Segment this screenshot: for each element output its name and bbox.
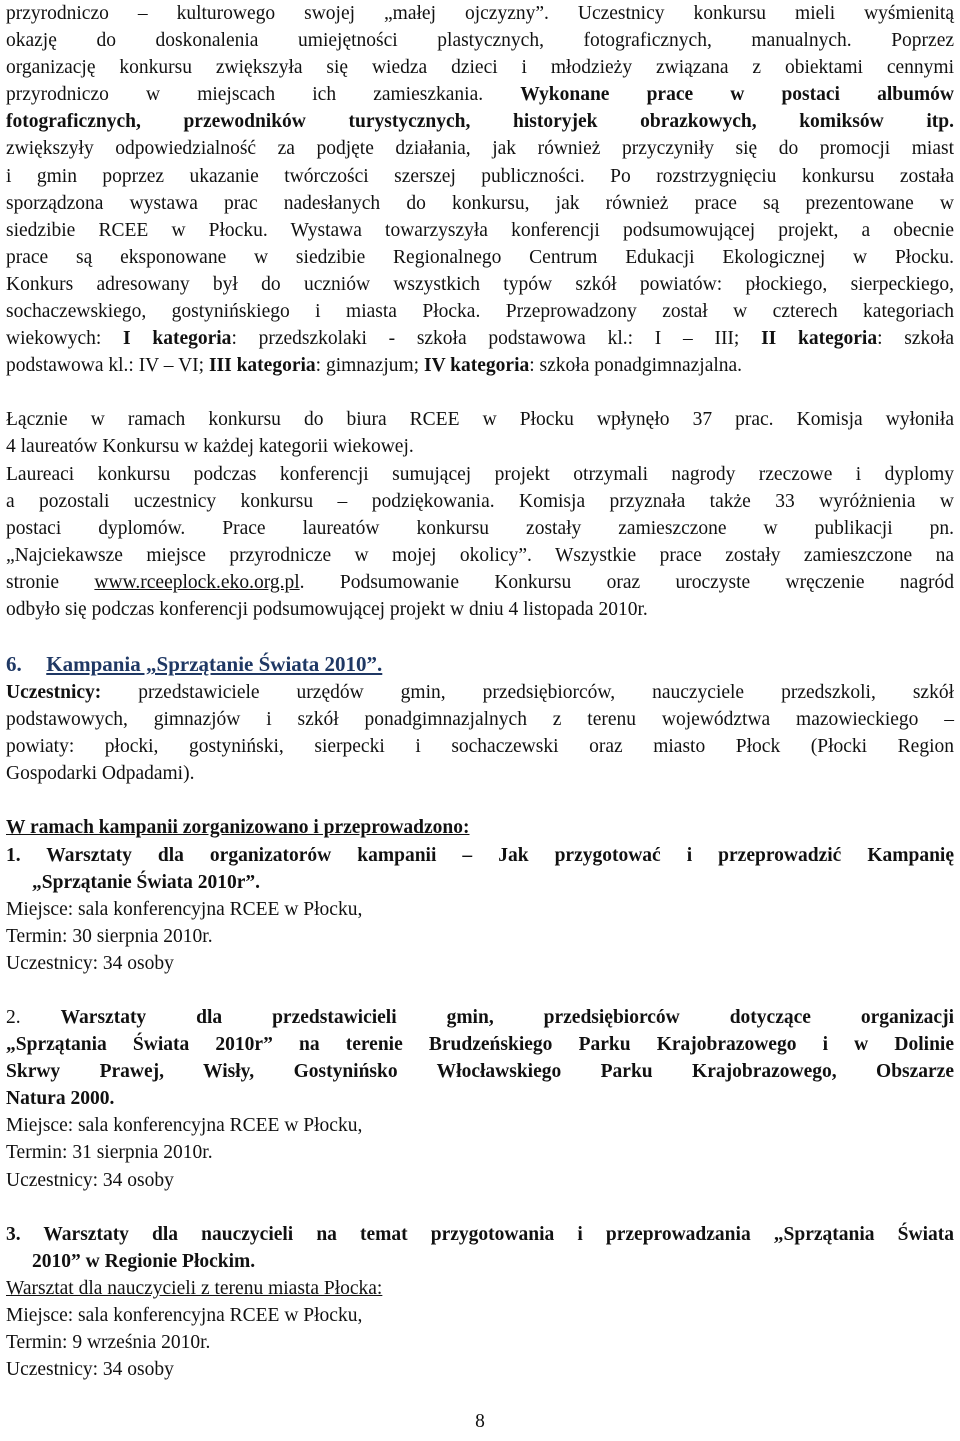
text-line: 4 laureatów Konkursu w każdej kategorii wiekowej. [6, 436, 414, 458]
text-line: podstawowych, gimnazjów i szkół ponadgimnazjalnych z terenu województwa mazowieckiego – [6, 709, 954, 731]
text-run: Przeprowadzony został w czterech kategoriach [505, 301, 954, 323]
text-line [6, 1058, 954, 1085]
text-line: „Najciekawsze miejsce przyrodnicze w mojej okolicy”. Wszystkie prace zostały zamieszczone na [6, 544, 954, 566]
text-line [6, 1275, 954, 1302]
text-line: odbyło się podczas konferencji podsumowującej projekt w dniu 4 listopada 2010r. [6, 598, 648, 620]
text-line [6, 325, 954, 352]
text-line: zwiększyły odpowiedzialność za podjęte działania, jak również przyczyniły się do promocji miast [6, 138, 954, 160]
text-run: : gimnazjum; [315, 355, 420, 377]
category-label: I kategoria [123, 328, 232, 350]
text-run: podstawowa kl.: IV – VI; [6, 355, 205, 377]
text-line [6, 163, 954, 190]
text-line [6, 108, 954, 135]
text-line [6, 679, 954, 706]
spacer [6, 623, 954, 650]
paragraph-competition [6, 0, 954, 379]
text-run: . Podsumowanie Konkursu oraz uroczyste wręczenie nagród [299, 571, 954, 593]
website-link[interactable]: www.rceeplock.eko.org.pl [94, 571, 300, 593]
text-run: : szkoła ponadgimnazjalna. [529, 355, 743, 377]
item-number: 2. [6, 1007, 21, 1028]
workshop-item-2 [6, 1004, 954, 1194]
category-label: IV kategoria [423, 355, 530, 377]
section-number: 6. [6, 652, 22, 677]
section-title: Kampania „Sprzątanie Świata 2010”. [46, 652, 383, 677]
workshop-title: 2010” w Regionie Płockim. [32, 1250, 256, 1272]
paragraph-results [6, 406, 954, 623]
text-line: sporządzona wystawa prac nadesłanych do konkursu, jak również prace są prezentowane w [6, 192, 954, 214]
text-run: siedzibie RCEE w Płocku. [6, 219, 268, 241]
category-label: III kategoria [208, 355, 316, 377]
text-line: Konkurs adresowany był do uczniów wszystkich typów szkół powiatów: płockiego, sierpeckiego, [6, 273, 954, 295]
workshop-date: Termin: 31 sierpnia 2010r. [6, 1142, 213, 1164]
workshop-title: Natura 2000. [6, 1088, 115, 1110]
text-run: : szkoła [877, 328, 955, 350]
text-line [6, 298, 954, 325]
text-line: powiaty: płocki, gostyniński, sierpecki i sochaczewski oraz miasto Płock (Płocki Region [6, 736, 954, 758]
text-line: okazję do doskonalenia umiejętności plastycznych, fotograficznych, manualnych. Poprzez [6, 30, 954, 52]
workshop-date: Termin: 30 sierpnia 2010r. [6, 925, 213, 947]
subheading [6, 814, 954, 841]
participants-label: Uczestnicy: [6, 682, 102, 704]
spacer [6, 1194, 954, 1221]
text-line [6, 569, 954, 596]
workshop-subtitle: Warsztat dla nauczycieli z terenu miasta Płocka: [6, 1277, 383, 1299]
spacer [6, 379, 954, 406]
text-run: stronie [6, 571, 60, 593]
paragraph-participants [6, 679, 954, 787]
text-line: Gospodarki Odpadami). [6, 763, 195, 785]
text-line [6, 842, 954, 869]
text-line [6, 1221, 954, 1248]
text-line: postaci dyplomów. Prace laureatów konkursu zostały zamieszczone w publikacji pn. [6, 517, 954, 539]
page-number: 8 [475, 1411, 485, 1432]
bold-text-run: Wykonane prace w postaci albumów [520, 84, 954, 106]
workshop-place: Miejsce: sala konferencyjna RCEE w Płocku, [6, 1115, 363, 1137]
text-line [6, 1031, 954, 1058]
workshop-participants: Uczestnicy: 34 osoby [6, 1169, 174, 1191]
text-line: organizację konkursu zwiększyła się wiedza dzieci i młodzieży związana z obiektami cennymi [6, 57, 954, 79]
text-line [6, 352, 954, 379]
bold-text-run: fotograficznych, przewodników turystycznych, historyjek obrazkowych, komiksów itp. [6, 111, 954, 133]
subheading-text: W ramach kampanii zorganizowano i przeprowadzono: [6, 817, 470, 839]
text-run: przyrodniczo w miejscach ich zamieszkania. [6, 84, 484, 106]
workshop-participants: Uczestnicy: 34 osoby [6, 1359, 174, 1381]
text-line [6, 217, 954, 244]
text-line [6, 869, 954, 896]
text-run: : przedszkolaki - szkoła podstawowa kl.: I – III; [231, 328, 740, 350]
workshop-item-1 [6, 842, 954, 977]
workshop-title: 3. Warsztaty dla nauczycieli na temat przygotowania i przeprowadzania „Sprzątania Świata [6, 1223, 954, 1245]
workshop-title: 1. Warsztaty dla organizatorów kampanii – Jak przygotować i przeprowadzić Kampanię [6, 844, 954, 866]
text-run: wiekowych: [6, 328, 102, 350]
workshop-title: „Sprzątanie Świata 2010r”. [32, 871, 261, 893]
text-run: Po rozstrzygnięciu konkursu została [610, 165, 954, 187]
text-run: przedstawiciele urzędów gmin, przedsiębiorców, nauczyciele przedszkoli, szkół [101, 682, 954, 704]
text-line: przyrodniczo – kulturowego swojej „małej ojczyzny”. Uczestnicy konkursu mieli wyśmienitą [6, 3, 954, 24]
text-line: Łącznie w ramach konkursu do biura RCEE w Płocku wpłynęło 37 prac. Komisja wyłoniła [6, 409, 954, 431]
spacer [6, 977, 954, 1004]
workshop-participants: Uczestnicy: 34 osoby [6, 952, 174, 974]
workshop-title: Skrwy Prawej, Wisły, Gostynińsko Włocławskiego Parku Krajobrazowego, Obszarze [6, 1061, 954, 1083]
text-run: Wystawa towarzyszyła konferencji podsumowującej projekt, a obecnie [290, 219, 954, 241]
text-line [6, 1248, 954, 1275]
text-line: Laureaci konkursu podczas konferencji sumującej projekt otrzymali nagrody rzeczowe i dyplomy [6, 463, 954, 485]
section-heading [6, 650, 954, 679]
workshop-item-3 [6, 1221, 954, 1384]
workshop-place: Miejsce: sala konferencyjna RCEE w Płocku, [6, 1304, 363, 1326]
text-line: a pozostali uczestnicy konkursu – podziękowania. Komisja przyznała także 33 wyróżnienia w [6, 490, 954, 512]
text-run: i gmin poprzez ukazanie twórczości szerszej publiczności. [6, 165, 585, 187]
text-run: sochaczewskiego, gostynińskiego i miasta Płocka. [6, 301, 481, 323]
text-line [6, 1004, 954, 1031]
workshop-title: „Sprzątania Świata 2010r” na terenie Brudzeńskiego Parku Krajobrazowego i w Dolinie [6, 1034, 954, 1056]
workshop-title: Warsztaty dla przedstawicieli gmin, przedsiębiorców dotyczące organizacji [60, 1007, 954, 1028]
text-line [6, 1085, 954, 1112]
text-line: prace są eksponowane w siedzibie Regionalnego Centrum Edukacji Ekologicznej w Płocku. [6, 246, 954, 268]
spacer [6, 787, 954, 814]
text-line [6, 81, 954, 108]
workshop-date: Termin: 9 września 2010r. [6, 1332, 211, 1354]
category-label: II kategoria [761, 328, 878, 350]
workshop-place: Miejsce: sala konferencyjna RCEE w Płocku, [6, 898, 363, 920]
